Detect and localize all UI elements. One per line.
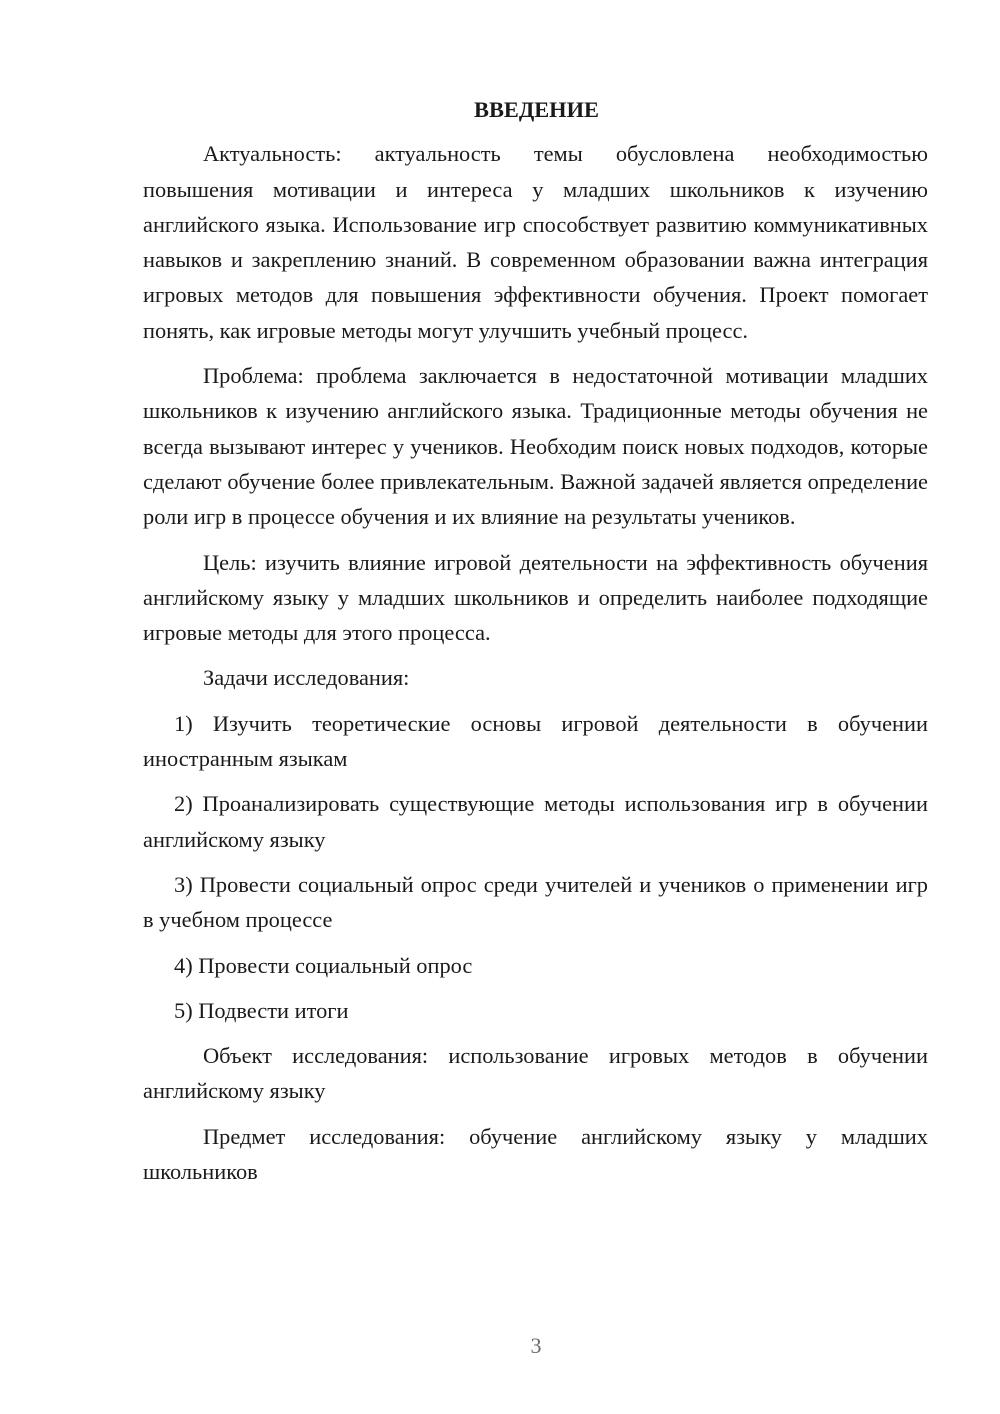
paragraph-goal: Цель: изучить влияние игровой деятельности на эффективность обучения английскому языку у младших школьников и определить наиболее подходящие игровые методы для этого процесса. [143, 549, 928, 646]
task-item: 1) Изучить теоретические основы игровой деятельности в обучении иностранным языкам [143, 710, 928, 772]
task-item: 4) Провести социальный опрос [174, 952, 473, 978]
task-item: 3) Провести социальный опрос среди учителей и учеников о применении игр в учебном процессе [143, 871, 928, 933]
paragraph-subject: Предмет исследования: обучение английскому языку у младших школьников [143, 1123, 928, 1185]
tasks-list [143, 706, 928, 1028]
document-page [143, 92, 928, 1199]
task-item: 5) Подвести итоги [174, 997, 349, 1023]
tasks-heading: Задачи исследования: [203, 665, 410, 691]
paragraph-object: Объект исследования: использование игровых методов в обучении английскому языку [143, 1043, 928, 1104]
paragraph-problem: Проблема: проблема заключается в недостаточной мотивации младших школьников к изучению английского языка. Традиционные методы обучения не всегда вызывают интерес у учеников. Необходим поиск новых подходов, которые сделают обучение более привлекательным. Важной задачей является определение роли игр в процессе обучения и их влияние на результаты учеников. [143, 363, 928, 530]
page-number: 3 [530, 1333, 542, 1358]
page-title: ВВЕДЕНИЕ [474, 97, 599, 122]
paragraph-relevance: Актуальность: актуальность темы обусловлена необходимостью повышения мотивации и интереса у младших школьников к изучению английского языка. Использование игр способствует развитию коммуникативных навыков и закреплению знаний. В современном образовании важна интеграция игровых методов для повышения эффективности обучения. Проект помогает понять, как игровые методы могут улучшить учебный процесс. [143, 141, 928, 343]
task-item: 2) Проанализировать существующие методы использования игр в обучении английскому языку [143, 791, 928, 852]
